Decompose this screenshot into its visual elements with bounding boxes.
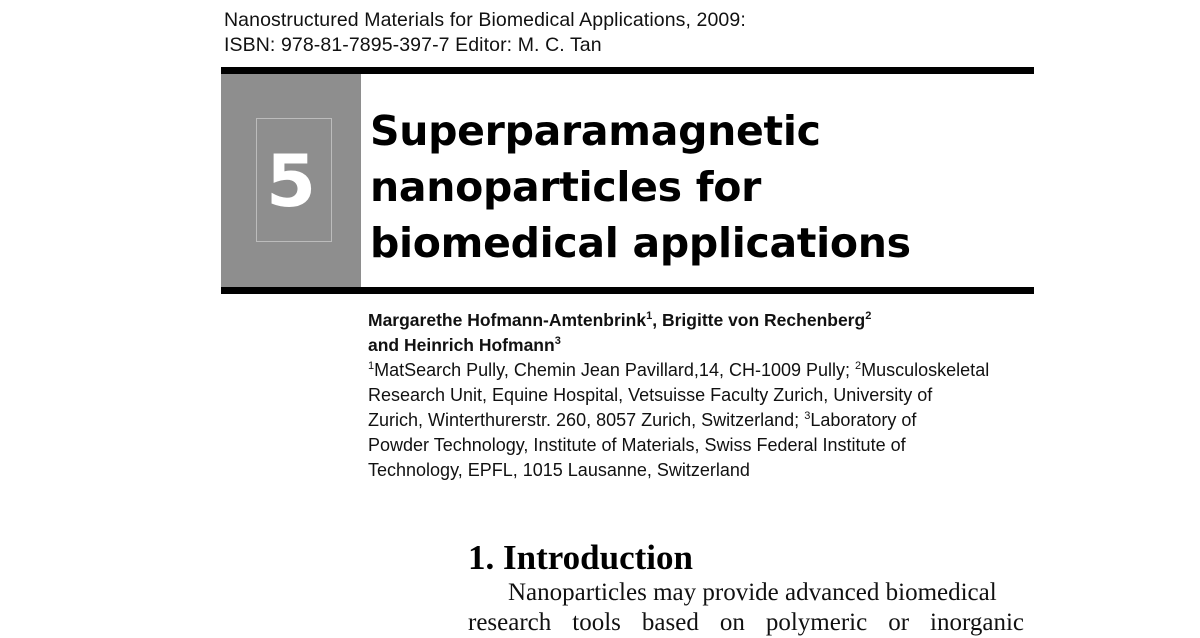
affiliation-line xyxy=(368,408,989,433)
affiliation-marker: 3 xyxy=(554,335,561,347)
affiliation-text: Musculoskeletal xyxy=(861,360,990,380)
affiliation-line: Powder Technology, Institute of Materials, Swiss Federal Institute of xyxy=(368,435,906,455)
body-line: Nanoparticles may provide advanced biomedical xyxy=(508,579,997,606)
affiliation-marker: 1 xyxy=(646,310,653,322)
affiliation-marker: 2 xyxy=(855,360,862,372)
author-line xyxy=(368,333,871,358)
body-paragraph xyxy=(468,578,1024,638)
chapter-number-box xyxy=(221,74,361,288)
chapter-title-line: Superparamagnetic xyxy=(370,107,821,155)
affiliation-marker: 1 xyxy=(368,360,375,372)
author-name: and Heinrich Hofmann xyxy=(368,335,555,355)
affiliation-text: Laboratory of xyxy=(810,410,917,430)
affiliation-line: Technology, EPFL, 1015 Lausanne, Switzerland xyxy=(368,460,750,480)
section-heading: 1. Introduction xyxy=(468,538,693,577)
header-isbn-line: ISBN: 978-81-7895-397-7 Editor: M. C. Tan xyxy=(224,34,602,56)
affiliations xyxy=(368,358,989,483)
body-line: research tools based on polymeric or inorganic xyxy=(468,609,1024,636)
chapter-title xyxy=(370,103,911,271)
author-separator: , xyxy=(652,310,662,330)
affiliation-marker: 2 xyxy=(865,310,872,322)
affiliation-line xyxy=(368,358,989,383)
chapter-number: 5 xyxy=(265,139,317,223)
affiliation-line: Research Unit, Equine Hospital, Vetsuisse Faculty Zurich, University of xyxy=(368,385,933,405)
chapter-title-line: biomedical applications xyxy=(370,219,911,267)
header-citation-line: Nanostructured Materials for Biomedical Applications, 2009: xyxy=(224,9,746,31)
top-rule xyxy=(221,67,1034,74)
chapter-title-line: nanoparticles for xyxy=(370,163,762,211)
author-name: Brigitte von Rechenberg xyxy=(661,310,866,330)
affiliation-text: Zurich, Winterthurerstr. 260, 8057 Zurich, Switzerland; xyxy=(368,410,805,430)
author-list xyxy=(368,308,871,358)
author-name: Margarethe Hofmann-Amtenbrink xyxy=(368,310,647,330)
affiliation-marker: 3 xyxy=(804,410,811,422)
author-line xyxy=(368,308,871,333)
bottom-rule xyxy=(221,287,1034,294)
affiliation-text: MatSearch Pully, Chemin Jean Pavillard,14, CH-1009 Pully; xyxy=(374,360,856,380)
